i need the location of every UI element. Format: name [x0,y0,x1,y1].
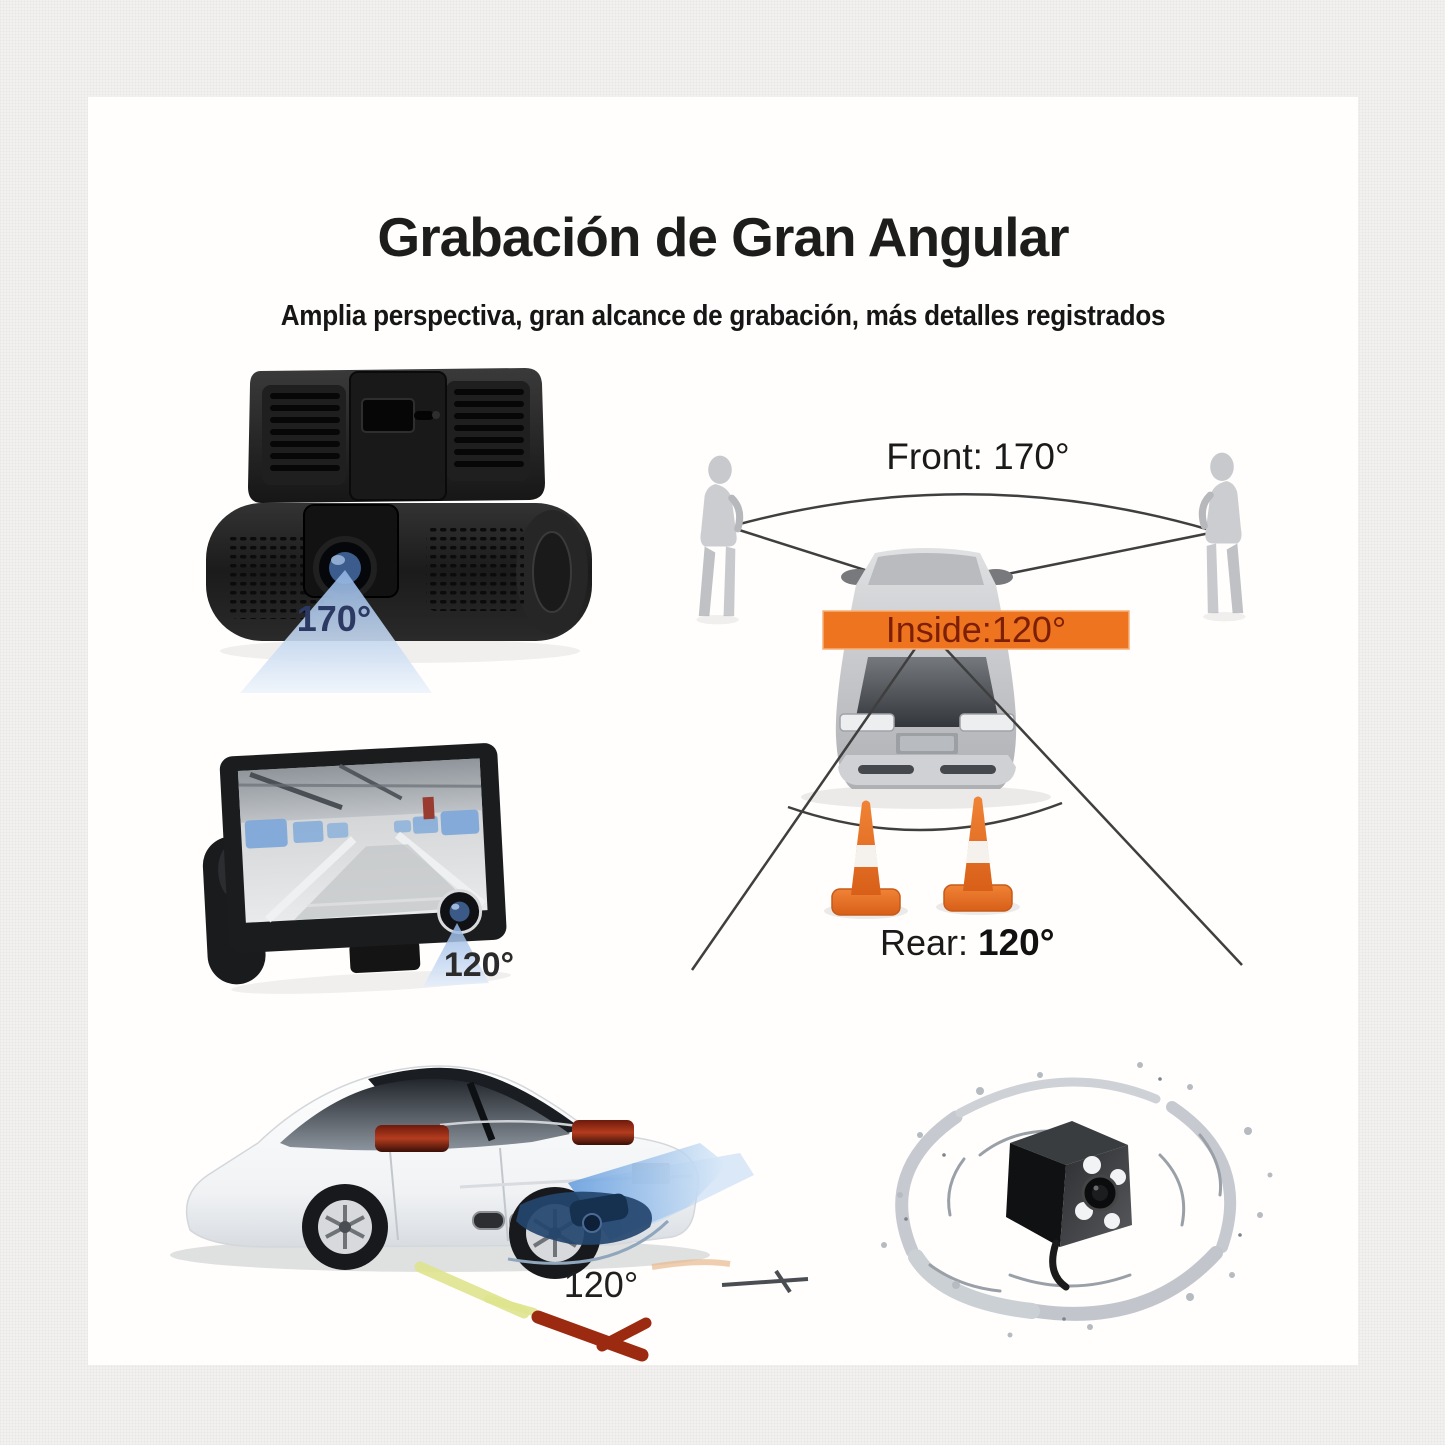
cube-camera [1006,1121,1132,1287]
front-angle-label: Front: 170° [886,436,1070,477]
inner-camera-lens [438,890,482,934]
inside-banner [823,609,1129,650]
reverse-angle-label: 120° [563,1264,639,1305]
person-left [696,456,739,625]
front-dashcam-illustration [200,355,600,700]
coverage-diagram [670,425,1310,975]
traffic-cone-right [936,797,1020,916]
screen-dashcam-illustration [195,735,515,1000]
person-right [1202,453,1245,622]
dashcam-speaker-right [426,525,524,611]
dashcam-mount-panel [350,372,446,500]
dashcam-right-vent [446,381,530,481]
dashcam-left-vent [262,385,346,485]
svg-text:120°: 120° [978,922,1055,963]
traffic-cone-left [824,801,908,920]
inside-angle-label: Inside:120° [885,609,1067,650]
rear-angle-label [880,922,1055,963]
screen-angle-label: 120° [443,946,515,984]
page-subtitle: Amplia perspectiva, gran alcance de grabación, más detalles registrados [280,300,1166,332]
taillight-right [572,1120,634,1145]
reverse-camera-illustration [140,1035,830,1365]
page-title: Grabación de Gran Angular [377,206,1069,268]
front-wheel [302,1184,388,1270]
camera-cable [1053,1243,1066,1287]
waterproof-camera-illustration [860,1035,1280,1345]
front-angle-label: 170° [296,598,372,639]
car-top-view [801,548,1051,809]
front-angle-arc [736,494,1210,530]
taillight-left [375,1125,449,1152]
svg-text:Rear:: Rear: [879,922,968,963]
